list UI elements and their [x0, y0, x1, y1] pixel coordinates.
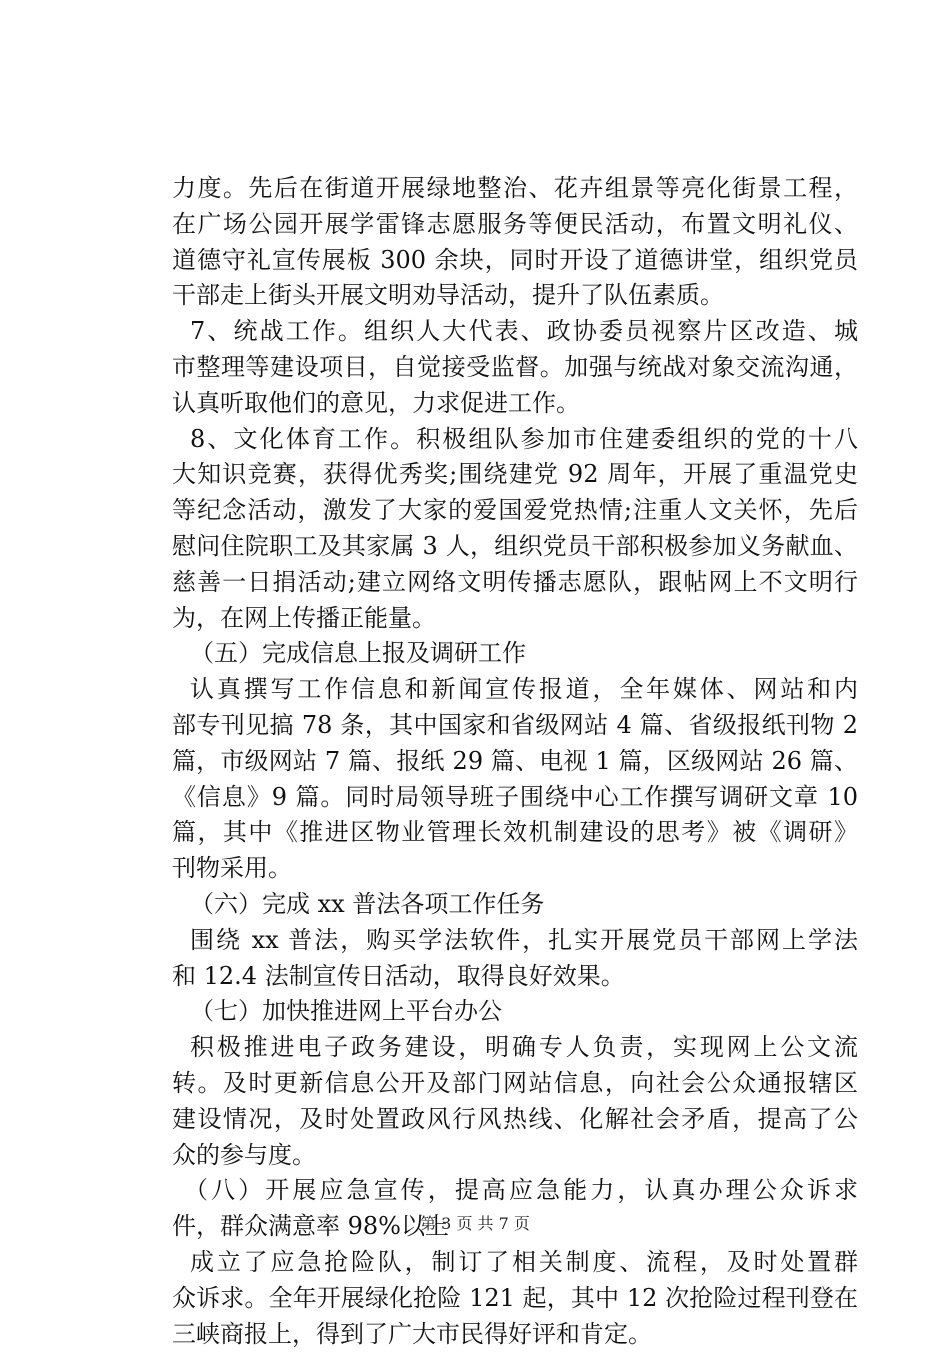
text-line: 7、统战工作。组织人大代表、政协委员视察片区改造、城: [172, 314, 858, 350]
text-line: 在广场公园开展学雷锋志愿服务等便民活动，布置文明礼仪、: [172, 207, 858, 243]
text-line: 慰问住院职工及其家属 3 人，组织党员干部积极参加义务献血、: [172, 529, 858, 565]
section-heading: （八）开展应急宣传，提高应急能力，认真办理公众诉求: [172, 1173, 858, 1209]
text-line: 转。及时更新信息公开及部门网站信息，向社会公众通报辖区: [172, 1066, 858, 1102]
text-line: 为，在网上传播正能量。: [172, 601, 858, 637]
text-line: 篇，其中《推进区物业管理长效机制建设的思考》被《调研》: [172, 815, 858, 851]
body-text: [172, 171, 858, 1352]
text-line: 干部走上街头开展文明劝导活动，提升了队伍素质。: [172, 278, 858, 314]
text-line: 成立了应急抢险队，制订了相关制度、流程，及时处置群: [172, 1245, 858, 1281]
text-line: 《信息》9 篇。同时局领导班子围绕中心工作撰写调研文章 10: [172, 780, 858, 816]
section-heading: （七）加快推进网上平台办公: [172, 994, 858, 1030]
text-line: 三峡商报上，得到了广大市民得好评和肯定。: [172, 1317, 858, 1352]
text-line: 慈善一日捐活动;建立网络文明传播志愿队，跟帖网上不文明行: [172, 565, 858, 601]
page-footer: 第 3 页 共 7 页: [0, 1212, 950, 1236]
text-line: 认真听取他们的意见，力求促进工作。: [172, 386, 858, 422]
text-line: 刊物采用。: [172, 851, 858, 887]
text-line: 众诉求。全年开展绿化抢险 121 起，其中 12 次抢险过程刊登在: [172, 1281, 858, 1317]
text-line: 力度。先后在街道开展绿地整治、花卉组景等亮化街景工程，: [172, 171, 858, 207]
text-line: 市整理等建设项目，自觉接受监督。加强与统战对象交流沟通，: [172, 350, 858, 386]
text-line: 积极推进电子政务建设，明确专人负责，实现网上公文流: [172, 1030, 858, 1066]
text-line: 道德守礼宣传展板 300 余块，同时开设了道德讲堂，组织党员: [172, 243, 858, 279]
section-heading: 件，群众满意率 98%以上: [172, 1209, 858, 1245]
text-line: 建设情况，及时处置政风行风热线、化解社会矛盾，提高了公: [172, 1102, 858, 1138]
text-line: 大知识竞赛，获得优秀奖;围绕建党 92 周年，开展了重温党史: [172, 457, 858, 493]
text-line: 篇，市级网站 7 篇、报纸 29 篇、电视 1 篇，区级网站 26 篇、: [172, 744, 858, 780]
text-line: 部专刊见搞 78 条，其中国家和省级网站 4 篇、省级报纸刊物 2: [172, 708, 858, 744]
text-line: 和 12.4 法制宣传日活动，取得良好效果。: [172, 959, 858, 995]
text-line: 认真撰写工作信息和新闻宣传报道，全年媒体、网站和内: [172, 672, 858, 708]
text-line: 众的参与度。: [172, 1138, 858, 1174]
section-heading: （五）完成信息上报及调研工作: [172, 636, 858, 672]
section-heading: （六）完成 xx 普法各项工作任务: [172, 887, 858, 923]
text-line: 围绕 xx 普法，购买学法软件，扎实开展党员干部网上学法: [172, 923, 858, 959]
text-line: 8、文化体育工作。积极组队参加市住建委组织的党的十八: [172, 422, 858, 458]
text-line: 等纪念活动，激发了大家的爱国爱党热情;注重人文关怀，先后: [172, 493, 858, 529]
